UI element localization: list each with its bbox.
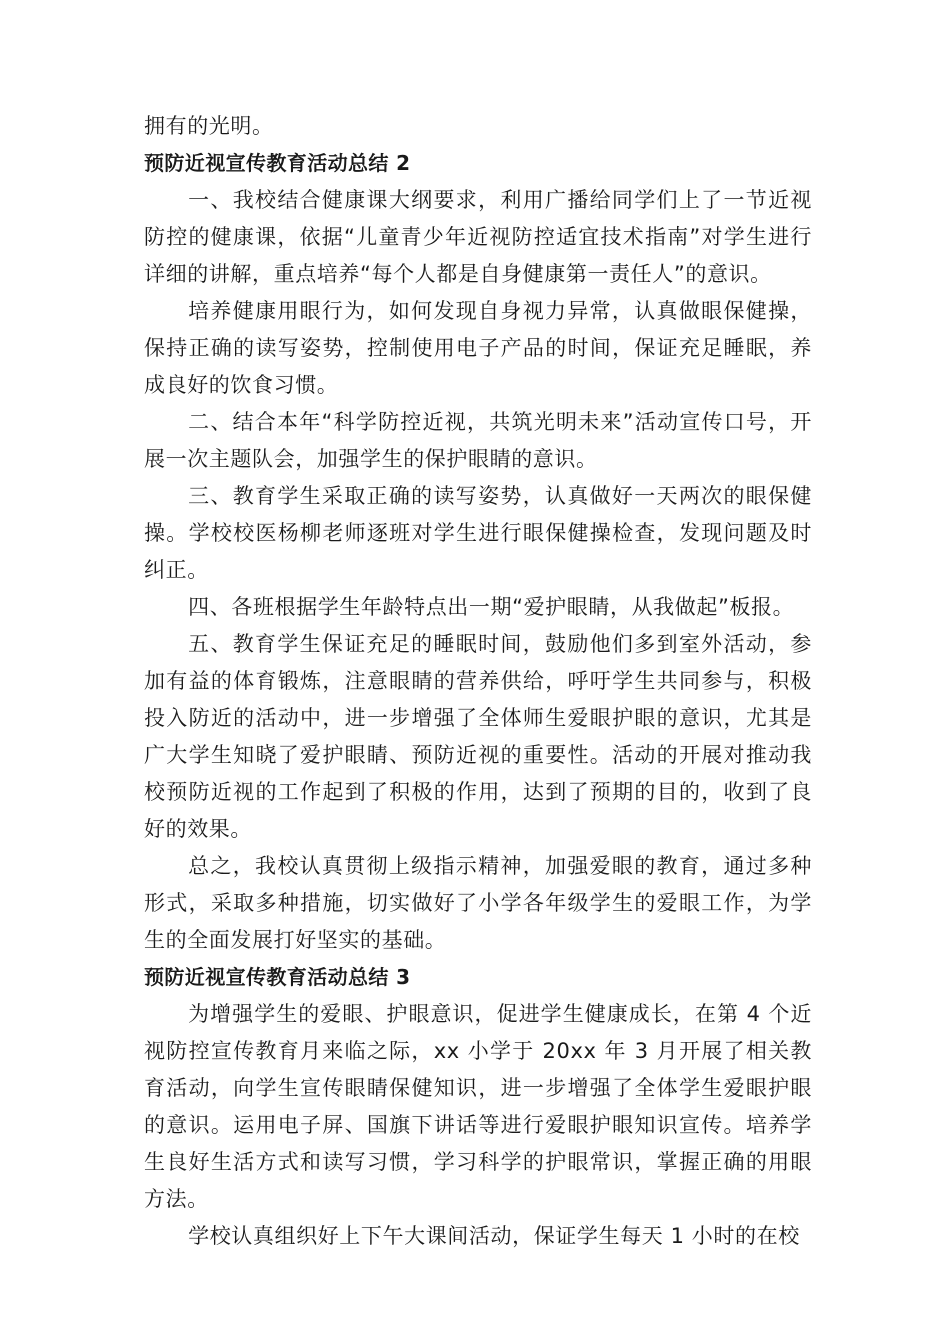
section-heading-2: 预防近视宣传教育活动总结 2	[144, 151, 411, 175]
paragraph: 总之，我校认真贯彻上级指示精神，加强爱眼的教育，通过多种形式，采取多种措施，切实做好了小学各年级学生的爱眼工作，为学生的全面发展打好坚实的基础。	[144, 854, 812, 952]
paragraph: 一、我校结合健康课大纲要求，利用广播给同学们上了一节近视防控的健康课，依据“儿童青少年近视防控适宜技术指南”对学生进行详细的讲解，重点培养“每个人都是自身健康第一责任人”的意识。	[144, 188, 812, 286]
paragraph: 为增强学生的爱眼、护眼意识，促进学生健康成长，在第 4 个近视防控宣传教育月来临之际，xx 小学于 20xx 年 3 月开展了相关教育活动，向学生宣传眼睛保健知识，进一步增强了全体学生爱眼护眼的意识。运用电子屏、国旗下讲话等进行爱眼护眼知识宣传。培养学生良好生活方式和读写习惯，学习科学的护眼常识，掌握正确的用眼方法。	[144, 1002, 812, 1211]
paragraph: 培养健康用眼行为，如何发现自身视力异常，认真做眼保健操，保持正确的读写姿势，控制使用电子产品的时间，保证充足睡眠，养成良好的饮食习惯。	[144, 299, 812, 397]
document-body	[144, 108, 812, 1255]
paragraph: 四、各班根据学生年龄特点出一期“爱护眼睛，从我做起”板报。	[188, 595, 795, 619]
paragraph: 五、教育学生保证充足的睡眠时间，鼓励他们多到室外活动，参加有益的体育锻炼，注意眼睛的营养供给，呼吁学生共同参与，积极投入防近的活动中，进一步增强了全体师生爱眼护眼的意识，尤其是广大学生知晓了爱护眼睛、预防近视的重要性。活动的开展对推动我校预防近视的工作起到了积极的作用，达到了预期的目的，收到了良好的效果。	[144, 632, 812, 841]
paragraph: 学校认真组织好上下午大课间活动，保证学生每天 1 小时的在校	[188, 1224, 800, 1248]
paragraph: 三、教育学生采取正确的读写姿势，认真做好一天两次的眼保健操。学校校医杨柳老师逐班对学生进行眼保健操检查，发现问题及时纠正。	[144, 484, 812, 582]
paragraph: 二、结合本年“科学防控近视，共筑光明未来”活动宣传口号，开展一次主题队会，加强学生的保护眼睛的意识。	[144, 410, 812, 471]
section-heading-3: 预防近视宣传教育活动总结 3	[144, 965, 411, 989]
paragraph-continuation: 拥有的光明。	[144, 114, 274, 138]
